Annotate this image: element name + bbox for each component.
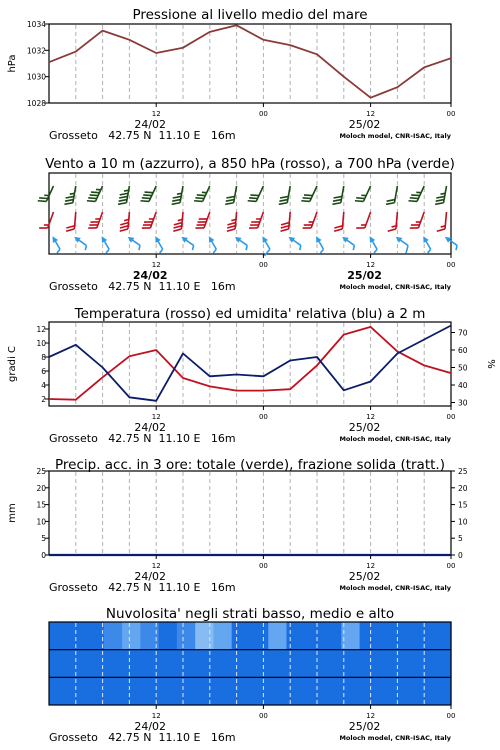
wind-barb bbox=[179, 234, 197, 250]
wind-barb bbox=[366, 235, 381, 253]
panel-temperature bbox=[7, 306, 496, 445]
wind-barb bbox=[172, 185, 183, 206]
cloud-cell bbox=[177, 622, 196, 650]
wind-barb-half bbox=[245, 245, 249, 250]
cloud-cell bbox=[433, 622, 452, 650]
date-label: 25/02 bbox=[348, 421, 381, 434]
wind-barb-full bbox=[226, 195, 234, 199]
x-tick-label: 12 bbox=[151, 413, 161, 421]
date-label: 25/02 bbox=[348, 720, 381, 733]
wind-barb-full bbox=[172, 198, 180, 202]
wind-barb-full bbox=[227, 222, 235, 226]
wind-barb-full bbox=[249, 225, 258, 231]
cloud-cell bbox=[49, 677, 68, 705]
wind-barb-full bbox=[227, 228, 235, 232]
precip-title: Precip. acc. in 3 ore: totale (verde), frazione solida (tratt.) bbox=[55, 457, 445, 473]
temperature-ytick-label: 2 bbox=[41, 395, 46, 404]
wind-barb-full bbox=[334, 195, 342, 199]
x-tick-label: 00 bbox=[446, 261, 456, 269]
cloud-cell bbox=[122, 622, 141, 650]
wind-barb bbox=[72, 234, 90, 250]
cloud-cell bbox=[159, 650, 178, 678]
pressure-ytick-label: 1034 bbox=[26, 20, 46, 29]
precip-ytick-right-label: 25 bbox=[458, 467, 468, 476]
cloud-cell bbox=[49, 622, 68, 650]
cloud-cell bbox=[104, 650, 123, 678]
wind-barb-full bbox=[436, 198, 444, 202]
wind-barb bbox=[301, 183, 317, 205]
cloud-cell bbox=[214, 677, 233, 705]
wind-barb-full bbox=[65, 198, 73, 202]
x-tick-label: 00 bbox=[258, 562, 268, 570]
wind-barb bbox=[388, 211, 398, 232]
wind-barb bbox=[386, 185, 397, 206]
date-label: 25/02 bbox=[348, 118, 381, 131]
cloud-cell bbox=[159, 677, 178, 705]
cloud-cell bbox=[378, 650, 397, 678]
wind-barb bbox=[279, 185, 290, 206]
wind-barb-full bbox=[173, 195, 181, 199]
x-tick-label: 12 bbox=[366, 261, 376, 269]
precip-ytick-label: 0 bbox=[41, 551, 46, 560]
x-tick-label: 12 bbox=[366, 413, 376, 421]
wind-barb bbox=[98, 235, 113, 253]
cloud-cell bbox=[268, 677, 287, 705]
wind-barb-half bbox=[105, 249, 110, 253]
cloud-cell bbox=[323, 677, 342, 705]
wind-barb-full bbox=[333, 198, 341, 202]
wind-barb-full bbox=[280, 228, 288, 232]
cloud-cell bbox=[195, 650, 214, 678]
source-label: Moloch model, CNR-ISAC, Italy bbox=[339, 734, 451, 742]
precip-ytick-right-label: 5 bbox=[458, 534, 463, 544]
date-label: 24/02 bbox=[134, 118, 167, 131]
cloud-cell bbox=[232, 622, 251, 650]
wind-barb bbox=[280, 211, 290, 232]
cloud-cell bbox=[360, 622, 379, 650]
x-tick-label: 12 bbox=[151, 261, 161, 269]
x-tick-label: 12 bbox=[151, 562, 161, 570]
x-tick-label: 00 bbox=[446, 562, 456, 570]
cloud-cell bbox=[287, 677, 306, 705]
wind-barb-full bbox=[118, 201, 126, 205]
date-label: 25/02 bbox=[348, 570, 381, 583]
wind-barb-head bbox=[260, 235, 268, 243]
cloud-cell bbox=[86, 650, 105, 678]
wind-barb bbox=[312, 235, 327, 253]
wind-barb bbox=[332, 185, 343, 206]
wind-barb-full bbox=[403, 245, 410, 253]
wind-barb bbox=[408, 183, 424, 205]
x-tick-label: 00 bbox=[258, 413, 268, 421]
precip-ytick-label: 10 bbox=[36, 517, 46, 527]
wind-barb-full bbox=[66, 225, 74, 229]
wind-barb-half bbox=[212, 249, 217, 253]
wind-barb-half bbox=[298, 245, 302, 250]
wind-barb-full bbox=[281, 225, 289, 229]
wind-barb-half bbox=[137, 245, 141, 250]
cloud-cell bbox=[323, 622, 342, 650]
cloud-cell bbox=[177, 650, 196, 678]
wind-barb bbox=[255, 235, 274, 256]
wind-barb-full bbox=[334, 228, 342, 232]
cloud-cell bbox=[305, 622, 324, 650]
x-tick-label: 12 bbox=[151, 110, 161, 118]
x-tick-label: 00 bbox=[446, 413, 456, 421]
wind-barb bbox=[64, 185, 75, 206]
wind-barb-head bbox=[99, 235, 107, 243]
source-label: Moloch model, CNR-ISAC, Italy bbox=[339, 132, 451, 140]
precip-ytick-label: 5 bbox=[41, 534, 46, 544]
source-label: Moloch model, CNR-ISAC, Italy bbox=[339, 435, 451, 443]
wind-barb bbox=[227, 211, 237, 232]
wind-barb bbox=[118, 185, 129, 206]
wind-barb bbox=[249, 209, 263, 231]
wind-barb-full bbox=[386, 201, 394, 205]
wind-barb bbox=[142, 209, 156, 231]
wind-barb-full bbox=[174, 225, 182, 229]
precip-frame bbox=[49, 471, 451, 555]
humidity-ytick-right-label: 50 bbox=[458, 363, 468, 373]
cloud-cell bbox=[378, 622, 397, 650]
x-tick-label: 12 bbox=[151, 712, 161, 720]
location-label: Grosseto 42.75 N 11.10 E 16m bbox=[49, 581, 236, 594]
temperature-line bbox=[49, 327, 451, 400]
wind-barb bbox=[437, 211, 447, 232]
wind-barb-full bbox=[356, 225, 365, 231]
wind-barb-half bbox=[427, 249, 432, 253]
wind-barb-head bbox=[50, 235, 58, 243]
wind-barb bbox=[39, 209, 53, 231]
cloud-cell bbox=[323, 650, 342, 678]
wind-barb-full bbox=[332, 201, 340, 205]
wind-barb-full bbox=[279, 201, 287, 205]
wind-barb-full bbox=[281, 222, 289, 226]
temperature-frame bbox=[49, 322, 451, 406]
cloud-cell bbox=[104, 622, 123, 650]
cloud-cell bbox=[232, 677, 251, 705]
location-label: Grosseto 42.75 N 11.10 E 16m bbox=[49, 129, 236, 142]
precip-ytick-right-label: 0 bbox=[458, 551, 463, 560]
wind-barb bbox=[435, 185, 446, 206]
temperature-ytick-label: 4 bbox=[41, 381, 46, 390]
wind-barb-half bbox=[320, 249, 325, 253]
panel-precip bbox=[7, 457, 468, 594]
wind-barb-full bbox=[279, 198, 287, 202]
cloud-cell bbox=[250, 622, 269, 650]
cloud-cell bbox=[433, 677, 452, 705]
cloud-cell bbox=[122, 677, 141, 705]
cloud-cell bbox=[195, 677, 214, 705]
wind-barb-half bbox=[84, 245, 88, 250]
wind-barb-full bbox=[436, 195, 444, 199]
cloud-cell bbox=[250, 650, 269, 678]
date-label: 25/02 bbox=[347, 269, 382, 282]
x-tick-label: 00 bbox=[258, 261, 268, 269]
wind-barb-full bbox=[120, 228, 128, 232]
cloud-cell bbox=[49, 650, 68, 678]
pressure-ytick-label: 1030 bbox=[26, 72, 46, 82]
wind-barb-full bbox=[387, 198, 395, 202]
precip-ytick-label: 20 bbox=[36, 483, 46, 493]
temperature-ytick-label: 8 bbox=[41, 353, 46, 362]
cloud-cell bbox=[287, 622, 306, 650]
wind-barb bbox=[391, 234, 412, 253]
wind-barb-full bbox=[173, 228, 181, 232]
wind-barb bbox=[205, 235, 220, 253]
x-tick-label: 00 bbox=[446, 712, 456, 720]
wind-barb-full bbox=[120, 222, 128, 226]
date-label: 24/02 bbox=[134, 720, 167, 733]
cloud-cell bbox=[86, 622, 105, 650]
location-label: Grosseto 42.75 N 11.10 E 16m bbox=[49, 432, 236, 445]
x-tick-label: 12 bbox=[366, 712, 376, 720]
wind-barb-full bbox=[263, 249, 271, 256]
pressure-ylabel: hPa bbox=[7, 54, 18, 73]
wind-barb bbox=[88, 209, 102, 231]
precip-ytick-label: 15 bbox=[36, 500, 46, 510]
wind-barb-full bbox=[227, 225, 235, 229]
pressure-line bbox=[49, 25, 451, 97]
cloud-cell bbox=[214, 622, 233, 650]
cloud-cell bbox=[214, 650, 233, 678]
wind-barb bbox=[410, 209, 424, 231]
cloud-cell bbox=[232, 650, 251, 678]
wind-barb bbox=[225, 185, 236, 206]
wind-barb-full bbox=[226, 198, 234, 202]
cloud-cell bbox=[177, 677, 196, 705]
location-label: Grosseto 42.75 N 11.10 E 16m bbox=[49, 280, 236, 293]
wind-barb-full bbox=[195, 225, 204, 231]
wind-barb-full bbox=[66, 228, 74, 232]
wind-barb bbox=[334, 211, 344, 232]
wind-barb-full bbox=[303, 225, 312, 231]
wind-barb bbox=[356, 209, 370, 231]
wind-barb bbox=[232, 234, 250, 250]
cloud-cell bbox=[360, 677, 379, 705]
cloud-cell bbox=[268, 650, 287, 678]
wind-barb-full bbox=[172, 201, 180, 205]
wind-barb-full bbox=[119, 195, 127, 199]
panel-pressure bbox=[7, 7, 455, 142]
cloud-cell bbox=[305, 677, 324, 705]
wind-barb-half bbox=[56, 249, 61, 253]
wind-barb-full bbox=[334, 225, 342, 229]
cloud-cell bbox=[378, 677, 397, 705]
wind-barb-half bbox=[191, 245, 195, 250]
wind-title: Vento a 10 m (azzurro), a 850 hPa (rosso), a 700 hPa (verde) bbox=[45, 156, 455, 172]
wind-barb bbox=[195, 209, 209, 231]
precip-ytick-label: 25 bbox=[36, 467, 46, 476]
cloud-cell bbox=[396, 622, 415, 650]
date-label: 24/02 bbox=[134, 570, 167, 583]
x-tick-label: 12 bbox=[366, 562, 376, 570]
humidity-line bbox=[49, 326, 451, 401]
cloud-cell bbox=[305, 650, 324, 678]
precip-ytick-right-label: 20 bbox=[458, 483, 468, 493]
wind-barb-full bbox=[410, 225, 419, 231]
x-tick-label: 12 bbox=[366, 110, 376, 118]
wind-frame bbox=[49, 173, 451, 254]
wind-barb bbox=[140, 183, 156, 205]
wind-barb-half bbox=[159, 249, 164, 253]
date-label: 24/02 bbox=[132, 269, 168, 282]
x-tick-label: 00 bbox=[258, 712, 268, 720]
clouds-title: Nuvolosita' negli strati basso, medio e alto bbox=[105, 606, 395, 622]
precip-ylabel: mm bbox=[7, 503, 18, 523]
cloud-cell bbox=[396, 677, 415, 705]
wind-barb bbox=[38, 183, 54, 205]
humidity-ytick-right-label: 40 bbox=[458, 381, 468, 390]
cloud-cell bbox=[396, 650, 415, 678]
wind-barb-head bbox=[153, 235, 161, 243]
cloud-cell bbox=[250, 677, 269, 705]
pressure-ytick-label: 1032 bbox=[26, 46, 46, 56]
wind-barb bbox=[66, 211, 76, 232]
wind-barb-head bbox=[421, 235, 429, 243]
wind-barb-full bbox=[174, 222, 182, 226]
wind-barb-full bbox=[64, 201, 72, 205]
wind-barb bbox=[87, 183, 103, 205]
wind-barb-half bbox=[352, 245, 356, 250]
wind-barb-full bbox=[120, 225, 128, 229]
wind-barb bbox=[125, 234, 143, 250]
panel-clouds bbox=[49, 606, 455, 744]
wind-barb-head bbox=[367, 235, 375, 243]
pressure-ytick-label: 1028 bbox=[26, 99, 46, 108]
wind-barb bbox=[248, 183, 264, 205]
wind-barb bbox=[120, 211, 130, 232]
pressure-title: Pressione al livello medio del mare bbox=[132, 7, 368, 23]
wind-barb bbox=[49, 235, 64, 253]
cloud-cell bbox=[287, 650, 306, 678]
source-label: Moloch model, CNR-ISAC, Italy bbox=[339, 283, 451, 291]
panel-wind bbox=[38, 156, 460, 293]
x-tick-label: 00 bbox=[446, 110, 456, 118]
wind-barb bbox=[173, 211, 183, 232]
wind-barb-full bbox=[225, 201, 233, 205]
cloud-cell bbox=[195, 622, 214, 650]
wind-barb bbox=[303, 209, 317, 231]
wind-barb-half bbox=[373, 249, 378, 253]
pressure-frame bbox=[49, 24, 451, 103]
humidity-ytick-right-label: 70 bbox=[458, 328, 468, 338]
wind-barb-full bbox=[142, 225, 151, 231]
wind-barb bbox=[194, 183, 210, 205]
cloud-cell bbox=[104, 677, 123, 705]
wind-barb-full bbox=[39, 225, 48, 231]
wind-barb-full bbox=[435, 201, 443, 205]
cloud-cell bbox=[159, 622, 178, 650]
cloud-cell bbox=[268, 622, 287, 650]
temperature-ytick-label: 10 bbox=[36, 339, 46, 348]
temperature-ytick-label: 6 bbox=[41, 367, 46, 376]
wind-barb bbox=[151, 235, 166, 253]
temperature-ylabel: gradi C bbox=[7, 346, 18, 382]
temperature-ytick-label: 12 bbox=[36, 325, 46, 334]
cloud-cell bbox=[360, 650, 379, 678]
wind-barb-full bbox=[388, 228, 396, 232]
cloud-cell bbox=[67, 677, 86, 705]
wind-barb-full bbox=[120, 192, 128, 196]
wind-barb-head bbox=[313, 235, 321, 243]
cloud-cell bbox=[86, 677, 105, 705]
precip-ytick-right-label: 10 bbox=[458, 517, 468, 527]
wind-barb bbox=[355, 183, 371, 205]
wind-barb bbox=[286, 234, 304, 250]
wind-barb bbox=[419, 235, 434, 253]
wind-barb-full bbox=[280, 195, 288, 199]
source-label: Moloch model, CNR-ISAC, Italy bbox=[339, 584, 451, 592]
humidity-ytick-right-label: 30 bbox=[458, 398, 468, 408]
humidity-ytick-right-label: 60 bbox=[458, 346, 468, 355]
precip-ytick-right-label: 15 bbox=[458, 500, 468, 510]
cloud-cell bbox=[433, 650, 452, 678]
wind-barb-half bbox=[455, 245, 459, 250]
location-label: Grosseto 42.75 N 11.10 E 16m bbox=[49, 731, 236, 744]
wind-barb-full bbox=[66, 195, 74, 199]
wind-barb-full bbox=[437, 228, 445, 232]
wind-barb bbox=[340, 234, 358, 250]
cloud-cell bbox=[122, 650, 141, 678]
date-label: 24/02 bbox=[134, 421, 167, 434]
cloud-cell bbox=[67, 622, 86, 650]
wind-barb-full bbox=[119, 198, 127, 202]
cloud-cell bbox=[67, 650, 86, 678]
x-tick-label: 00 bbox=[258, 110, 268, 118]
humidity-ylabel: % bbox=[485, 359, 496, 369]
wind-barb-full bbox=[88, 225, 97, 231]
wind-barb-head bbox=[206, 235, 214, 243]
temperature-title: Temperatura (rosso) ed umidita' relativa (blu) a 2 m bbox=[74, 306, 426, 322]
